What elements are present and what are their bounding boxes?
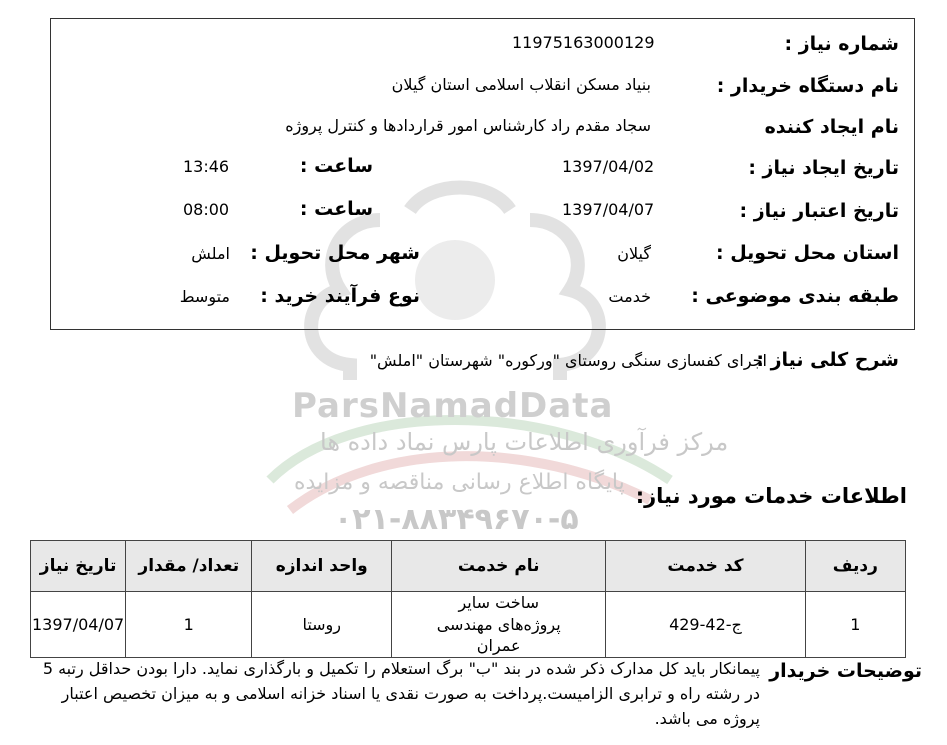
validity-date-label: تاریخ اعتبار نیاز :	[739, 200, 899, 222]
validity-time-label: ساعت :	[299, 198, 373, 220]
need-number-label: شماره نیاز :	[784, 33, 899, 55]
validity-time-value: 08:00	[183, 200, 230, 219]
process-value: متوسط	[179, 287, 230, 306]
created-date-value: 1397/04/02	[562, 157, 655, 176]
watermark-line1: مرکز فرآوری اطلاعات پارس نماد داده ها	[320, 428, 729, 456]
cell-service-code: ج-42-429	[606, 592, 805, 658]
created-date-label: تاریخ ایجاد نیاز :	[748, 157, 899, 179]
col-quantity: تعداد/ مقدار	[126, 541, 252, 592]
process-label: نوع فرآیند خرید :	[260, 285, 420, 307]
watermark-phone: ۰۲۱-۸۸۳۴۹۶۷۰-۵	[334, 502, 579, 537]
province-label: استان محل تحویل :	[716, 242, 899, 264]
creator-value: سجاد مقدم راد کارشناس امور قراردادها و کنترل پروژه	[285, 116, 651, 135]
created-time-label: ساعت :	[299, 155, 373, 177]
notes-text: پیمانکار باید کل مدارک ذکر شده در بند "ب" برگ استعلام را تکمیل و بارگذاری نماید. دارا بودن حداقل رتبه 5 در رشته راه و ترابری الزامیست.پرداخت به صورت نقدی یا اسناد خزانه اسلامی و به میزان تخصیص اعتبار پروژه می باشد.	[42, 659, 760, 728]
city-value: املش	[191, 244, 230, 263]
created-time-value: 13:46	[183, 157, 230, 176]
watermark-brand: ParsNamadData	[292, 386, 614, 426]
summary-label: شرح کلی نیاز :	[756, 349, 899, 371]
services-heading: اطلاعات خدمات مورد نیاز:	[635, 484, 907, 508]
cell-unit: روستا	[252, 592, 392, 658]
cell-need-date: 1397/04/07	[31, 592, 126, 658]
col-service-name: نام خدمت	[392, 541, 606, 592]
table-header-row	[31, 541, 906, 592]
province-value: گیلان	[617, 244, 651, 263]
cell-service-name: ساخت سایر پروژه‌های مهندسی عمران	[392, 592, 606, 658]
city-label: شهر محل تحویل :	[250, 242, 420, 264]
col-need-date: تاریخ نیاز	[31, 541, 126, 592]
category-value: خدمت	[608, 287, 651, 306]
need-number-value: 11975163000129	[512, 33, 655, 52]
services-table	[30, 540, 906, 658]
summary-text: اجرای کفسازی سنگی روستای "ورکوره" شهرستان "املش"	[369, 351, 767, 370]
watermark-line2: پایگاه اطلاع رسانی مناقصه و مزایده	[294, 470, 625, 495]
col-unit: واحد اندازه	[252, 541, 392, 592]
buyer-value: بنیاد مسکن انقلاب اسلامی استان گیلان	[391, 75, 651, 94]
table-row	[31, 592, 906, 658]
col-row-number: ردیف	[805, 541, 905, 592]
creator-label: نام ایجاد کننده	[764, 116, 899, 138]
category-label: طبقه بندی موضوعی :	[691, 285, 899, 307]
buyer-label: نام دستگاه خریدار :	[716, 75, 899, 97]
cell-quantity: 1	[126, 592, 252, 658]
col-service-code: کد خدمت	[606, 541, 805, 592]
validity-date-value: 1397/04/07	[562, 200, 655, 219]
notes-label: توضیحات خریدار	[769, 660, 922, 682]
cell-row-number: 1	[805, 592, 905, 658]
